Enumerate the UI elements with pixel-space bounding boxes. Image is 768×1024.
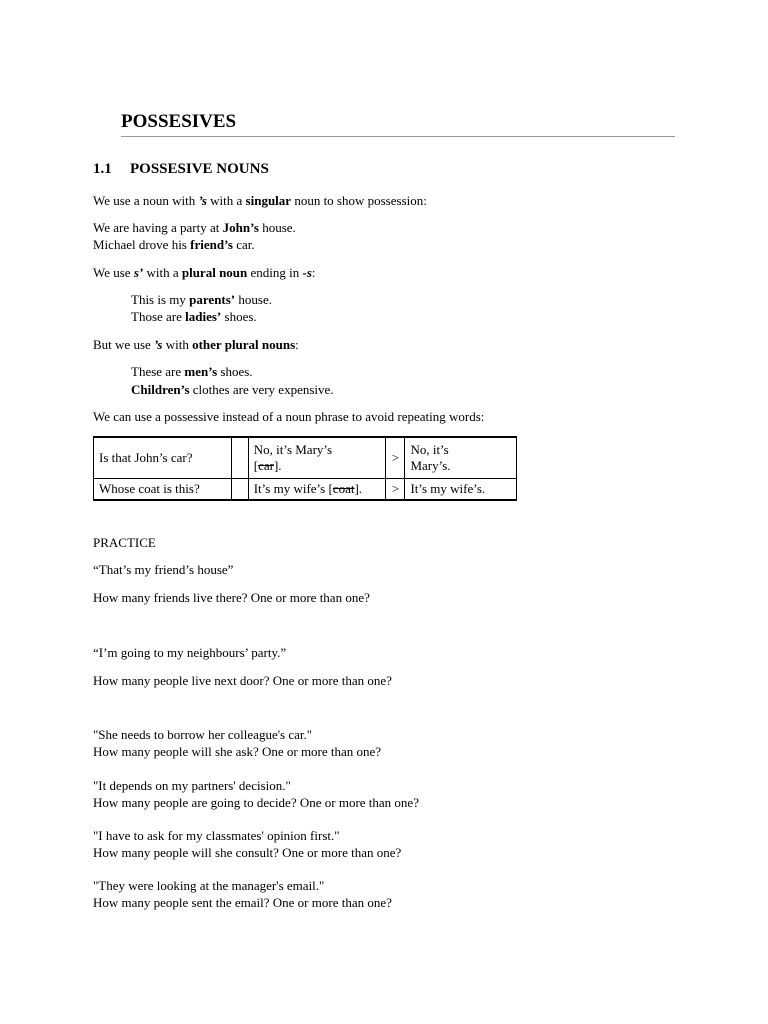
text: [ <box>253 457 259 473</box>
intro-paragraph <box>93 192 427 209</box>
text: Michael drove his <box>93 237 191 252</box>
emphasis: plural noun <box>181 265 248 280</box>
practice-question: How many people are going to decide? One or more than one? <box>93 795 419 810</box>
rule-paragraph <box>93 264 316 281</box>
question-cell: Is that John’s car? <box>94 437 232 478</box>
example-line <box>93 219 296 236</box>
text: But we use <box>93 337 155 352</box>
emphasis: singular <box>245 193 292 208</box>
emphasis: friend’s <box>190 237 233 252</box>
example-line <box>131 308 257 325</box>
emphasis: ladies’ <box>185 309 222 324</box>
text: ]. <box>273 457 282 473</box>
text: ]. <box>354 480 363 496</box>
text: Mary’s. <box>410 457 451 473</box>
emphasis: John’s <box>222 220 259 235</box>
text: with a <box>143 265 182 280</box>
emphasis: other plural nouns <box>192 337 296 352</box>
practice-question: How many people will she consult? One or more than one? <box>93 845 402 860</box>
practice-question: How many people live next door? One or more than one? <box>93 673 392 688</box>
possessive-table <box>93 436 517 501</box>
practice-quote: "She needs to borrow her colleague's car." <box>93 727 313 742</box>
emphasis: Children’s <box>131 382 190 397</box>
blank-cell <box>231 437 248 478</box>
emphasis: s’ <box>133 265 144 280</box>
practice-quote: "It depends on my partners' decision." <box>93 778 291 793</box>
practice-question: How many people will she ask? One or more than one? <box>93 744 382 759</box>
short-answer-cell <box>405 437 517 478</box>
emphasis: ’s <box>154 337 163 352</box>
question-cell: Whose coat is this? <box>94 478 232 500</box>
practice-quote: “That’s my friend’s house” <box>93 562 234 577</box>
text: No, it’s Mary’s <box>253 441 333 457</box>
emphasis: men’s <box>184 364 218 379</box>
text: We use a noun with <box>93 193 199 208</box>
emphasis: -s <box>302 265 312 280</box>
text: Those are <box>131 309 186 324</box>
text <box>254 458 381 474</box>
struck-word: car <box>258 457 274 473</box>
arrow-cell: > <box>386 437 405 478</box>
text: noun to show possession: <box>291 193 427 208</box>
text: We are having a party at <box>93 220 223 235</box>
arrow-cell: > <box>386 478 405 500</box>
short-answer-cell: It’s my wife’s. <box>405 478 517 500</box>
section-title: POSSESIVE NOUNS <box>130 161 269 177</box>
text: with <box>162 337 193 352</box>
practice-question: How many people sent the email? One or more than one? <box>93 895 392 910</box>
practice-heading: PRACTICE <box>93 535 156 550</box>
example-line <box>93 236 255 253</box>
text: clothes are very expensive. <box>189 382 334 397</box>
text: It’s my wife’s [ <box>253 480 333 496</box>
example-line <box>131 291 272 308</box>
practice-quote: "I have to ask for my classmates' opinion first." <box>93 828 340 843</box>
page-title: POSSESIVES <box>121 111 675 137</box>
text: shoes. <box>221 309 257 324</box>
section-heading <box>93 160 269 178</box>
text: house. <box>259 220 296 235</box>
emphasis: ’s <box>198 193 207 208</box>
table-row <box>94 437 517 478</box>
text: house. <box>235 292 272 307</box>
example-line <box>131 363 253 380</box>
practice-quote: “I’m going to my neighbours’ party.” <box>93 645 287 660</box>
answer-cell <box>248 437 386 478</box>
text: with a <box>206 193 246 208</box>
text: car. <box>232 237 255 252</box>
text: This is my <box>131 292 190 307</box>
text: shoes. <box>217 364 253 379</box>
blank-cell <box>231 478 248 500</box>
text: : <box>295 337 299 352</box>
struck-word: coat <box>332 480 355 496</box>
text: We use <box>93 265 134 280</box>
section-number: 1.1 <box>93 161 112 177</box>
text: : <box>311 265 316 280</box>
text: These are <box>131 364 185 379</box>
example-line <box>131 381 334 398</box>
practice-question: How many friends live there? One or more than one? <box>93 590 370 605</box>
text: No, it’s <box>410 441 449 457</box>
rule-paragraph <box>93 336 299 353</box>
answer-cell <box>248 478 386 500</box>
rule-paragraph: We can use a possessive instead of a noun phrase to avoid repeating words: <box>93 409 485 424</box>
text: ending in <box>247 265 303 280</box>
practice-quote: "They were looking at the manager's email." <box>93 878 325 893</box>
table-row <box>94 478 517 500</box>
emphasis: parents’ <box>189 292 236 307</box>
